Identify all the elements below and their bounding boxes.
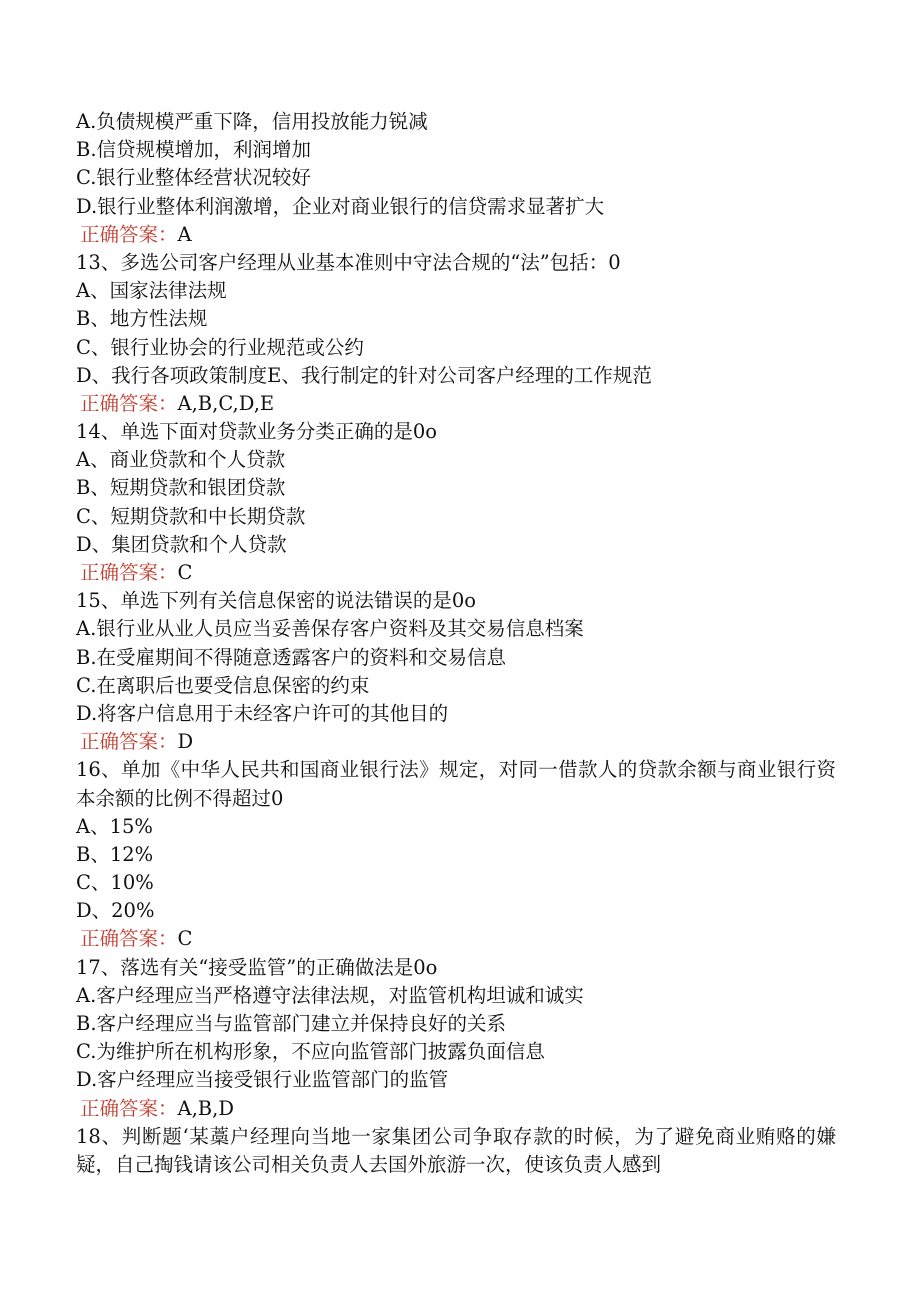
q14-option-a: A、商业贷款和个人贷款 bbox=[76, 448, 286, 472]
q15-option-c: C.在离职后也要受信息保密的约束 bbox=[76, 673, 370, 697]
q17-option-b: B.客户经理应当与监管部门建立并保持良好的关系 bbox=[76, 1012, 507, 1036]
q17-option-a: A.客户经理应当严格遵守法律法规，对监管机构坦诚和诚实 bbox=[76, 983, 584, 1007]
q16-option-b: B、12% bbox=[76, 842, 154, 866]
q14-option-b: B、短期贷款和银团贷款 bbox=[76, 476, 286, 500]
q15-answer bbox=[76, 728, 836, 756]
answer-value: C bbox=[177, 561, 193, 584]
answer-label: 正确答案： bbox=[80, 1096, 178, 1120]
answer-label: 正确答案： bbox=[80, 222, 178, 246]
answer-value: A bbox=[177, 222, 192, 246]
q13-option-b: B、地方性法规 bbox=[76, 307, 208, 331]
q13-option-c: C、银行业协会的行业规范或公约 bbox=[76, 335, 364, 359]
answer-value: D bbox=[177, 730, 194, 754]
q15-option-b: B.在受雇期间不得随意透露客户的资料和交易信息 bbox=[76, 645, 507, 669]
q14-option-c: C、短期贷款和中长期贷款 bbox=[76, 504, 306, 528]
answer-value: A,B,C,D,E bbox=[177, 391, 275, 415]
q16-question: 16、单加《中华人民共和国商业银行法》规定，对同一借款人的贷款余额与商业银行资本余额的比例不得超过0 bbox=[76, 758, 836, 810]
answer-value: C bbox=[177, 927, 193, 951]
answer-label: 正确答案： bbox=[80, 561, 178, 584]
answer-label: 正确答案： bbox=[80, 927, 178, 951]
q15-question: 15、单选下列有关信息保密的说法错误的是0o bbox=[76, 589, 476, 613]
q16-option-c: C、10% bbox=[76, 871, 154, 895]
q13-answer bbox=[76, 390, 836, 418]
q16-option-d: D、20% bbox=[76, 899, 155, 923]
answer-label: 正确答案： bbox=[80, 391, 178, 415]
q15-option-d: D.将客户信息用于未经客户许可的其他目的 bbox=[76, 701, 449, 725]
answer-label: 正确答案： bbox=[80, 730, 178, 754]
q14-answer bbox=[76, 559, 836, 587]
q17-option-d: D.客户经理应当接受银行业监管部门的监管 bbox=[76, 1068, 449, 1092]
answer-value: A,B,D bbox=[177, 1096, 234, 1120]
q18-question: 18、判断题‘某藁户经理向当地一家集团公司争取存款的时候，为了避免商业贿赂的嫌疑，自己掏钱请该公司相关负责人去国外旅游一次，使该负责人感到 bbox=[76, 1124, 836, 1176]
q16-option-a: A、15% bbox=[76, 814, 153, 838]
q14-question: 14、单选下面对贷款业务分类正确的是0o bbox=[76, 420, 437, 444]
q13-option-a: A、国家法律法规 bbox=[76, 279, 227, 303]
q12-option-c: C.银行业整体经营状况较好 bbox=[76, 166, 311, 190]
q13-option-d: D、我行各项政策制度E、我行制定的针对公司客户经理的工作规范 bbox=[76, 363, 652, 387]
q15-option-a: A.银行业从业人员应当妥善保存客户资料及其交易信息档案 bbox=[76, 617, 584, 641]
q12-option-a: A.负债规模严重下降，信用投放能力锐减 bbox=[76, 110, 428, 133]
q12-option-d: D.银行业整体利润激增，企业对商业银行的信贷需求显著扩大 bbox=[76, 194, 605, 218]
q14-option-d: D、集团贷款和个人贷款 bbox=[76, 532, 287, 556]
q17-answer bbox=[76, 1095, 836, 1123]
document-body bbox=[76, 108, 836, 1179]
q13-question: 13、多选公司客户经理从业基本准则中守法合规的“法”包括：0 bbox=[76, 250, 621, 274]
q17-option-c: C.为维护所在机构形象，不应向监管部门披露负面信息 bbox=[76, 1040, 545, 1064]
q12-answer bbox=[76, 221, 836, 249]
q17-question: 17、落选有关“接受监管”的正确做法是0o bbox=[76, 955, 438, 979]
q12-option-b: B.信贷规模增加，利润增加 bbox=[76, 138, 312, 162]
q16-answer bbox=[76, 925, 836, 953]
